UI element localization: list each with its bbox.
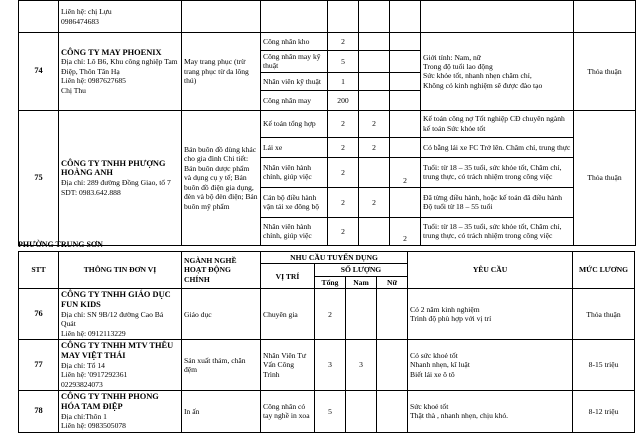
- company-info: CÔNG TY TNHH PHƯỢNG HOÀNG ANH Địa chỉ: 289 đường Đồng Giao, tổ 7 SDT: 0983.642.888: [59, 110, 182, 245]
- position: Nhân viên hành chính, giúp việc: [261, 217, 328, 245]
- qty-total: 5: [328, 51, 359, 73]
- lower-table: [18, 251, 635, 433]
- row-stt: 74: [19, 33, 59, 111]
- company-info: CÔNG TY TNHH PHONG HÓA TAM ĐIỆP Địa chỉ:Thôn 1 Liên hệ: 0983505078: [59, 390, 182, 432]
- upper-table: [18, 0, 636, 246]
- table-row: [19, 289, 635, 340]
- qty-male: [359, 157, 390, 187]
- position: Lái xe: [261, 137, 328, 157]
- header-female: Nữ: [377, 276, 408, 288]
- table-row: [19, 390, 635, 432]
- salary: Thỏa thuận: [573, 289, 635, 340]
- company-name: CÔNG TY TNHH PHƯỢNG HOÀNG ANH: [61, 158, 166, 178]
- qty-female: 2: [390, 157, 421, 187]
- qty-total: 3: [315, 340, 346, 391]
- row-stt: 77: [19, 340, 59, 391]
- position: Công nhân may kỹ thuật: [261, 51, 328, 73]
- qty-total: 5: [315, 390, 346, 432]
- qty-total: 200: [328, 90, 359, 110]
- position: Kế toán tổng hợp: [261, 110, 328, 137]
- header-industry: NGÀNH NGHỀ HOẠT ĐỘNG CHÍNH: [182, 252, 261, 289]
- position: Nhân Viên Tư Vấn Công Trình: [261, 340, 315, 391]
- position: Công nhân kho: [261, 33, 328, 51]
- industry: Bán buôn đồ dùng khác cho gia đình Chi tiết: Bán buôn dược phẩm và dụng cụ y tế; Bán buôn đồ điện gia dụng, đèn và bộ đèn điện; Bán buôn mỹ phẩm: [182, 110, 261, 245]
- position: Công nhân có tay nghề in xoa: [261, 390, 315, 432]
- salary: Thỏa thuận: [574, 110, 636, 245]
- company-name: CÔNG TY TNHH PHONG HÓA TAM ĐIỆP: [61, 392, 159, 411]
- header-salary: MỨC LƯƠNG: [573, 252, 635, 289]
- company-info: CÔNG TY TNHH GIÁO DỤC FUN KIDS Địa chỉ: SN 9B/12 đường Cao Bá Quát Liên hệ: 0912113229: [59, 289, 182, 340]
- table-header: [19, 252, 635, 264]
- position: Cán bộ điều hành vận tải xe đông bộ: [261, 187, 328, 217]
- qty-total: 2: [328, 137, 359, 157]
- position: Nhân viên hành chính, giúp việc: [261, 157, 328, 187]
- qty-total: 2: [328, 187, 359, 217]
- requirements: Có sức khoẻ tốt Nhanh nhẹn, kĩ luật Biết lái xe ô tô: [408, 340, 573, 391]
- qty-male: 3: [346, 340, 377, 391]
- requirements: Tuổi: từ 18 – 35 tuổi, sức khỏe tốt, Chăm chỉ, trung thực, có trách nhiệm trong công việc: [421, 157, 574, 187]
- qty-male: [359, 217, 390, 245]
- company-name: CÔNG TY TNHH GIÁO DỤC FUN KIDS: [61, 290, 171, 310]
- qty-total: 2: [328, 157, 359, 187]
- row-stt: 75: [19, 110, 59, 245]
- requirements: Tuổi: từ 18 – 35 tuổi, sức khỏe tốt, Chăm chỉ, trung thực, có trách nhiệm trong công việc: [421, 217, 574, 245]
- qty-total: 2: [328, 33, 359, 51]
- header-position: VỊ TRÍ: [261, 264, 315, 289]
- top-fragment-contact: Liên hệ: chị Lựu 0986474683: [59, 1, 182, 33]
- header-total: Tổng: [315, 276, 346, 288]
- requirements: Có bằng lái xe FC Trở lên. Chăm chỉ, trung thực: [421, 137, 574, 157]
- header-company: THÔNG TIN ĐƠN VỊ: [59, 252, 182, 289]
- table-row: [19, 33, 636, 51]
- top-fragment-row: [19, 1, 636, 33]
- header-requirements: YÊU CẦU: [408, 252, 573, 289]
- qty-male: 2: [359, 187, 390, 217]
- industry: Giáo dục: [182, 289, 261, 340]
- requirements: Có 2 năm kinh nghiệm Trình độ phù hợp với vị trí: [408, 289, 573, 340]
- ward-title: PHƯỜNG TRUNG SƠN: [18, 240, 103, 249]
- row-stt: 76: [19, 289, 59, 340]
- requirements: Kế toán công nợ Tốt nghiệp CĐ chuyên ngành kế toán Sức khỏe tốt: [421, 110, 574, 137]
- salary: 8-12 triệu: [573, 390, 635, 432]
- position: Công nhân may: [261, 90, 328, 110]
- company-info: CÔNG TY TNHH MTV THÊU MAY VIỆT THÁI Địa chỉ: Tổ 14 Liên hệ: '0917292361 02293824073: [59, 340, 182, 391]
- company-name: CÔNG TY MAY PHOENIX: [61, 47, 162, 57]
- industry: Sản xuất thảm, chăn đệm: [182, 340, 261, 391]
- requirements: Giới tính: Nam, nữ Trong độ tuổi lao động Sức khỏe tốt, nhanh nhẹn chăm chỉ, Không có kinh nghiệm sẽ được đào tạo: [421, 33, 574, 111]
- qty-male: 2: [359, 110, 390, 137]
- qty-total: 2: [328, 110, 359, 137]
- company-info: CÔNG TY MAY PHOENIX Địa chỉ: Lô B6, Khu công nghiệp Tam Điệp, Thôn Tân Hạ Liên hệ: 0987627685 Chị Thu: [59, 33, 182, 111]
- industry: May trang phục (trừ trang phục từ da lông thú): [182, 33, 261, 111]
- header-stt: STT: [19, 252, 59, 289]
- qty-female: 2: [390, 217, 421, 245]
- qty-male: 2: [359, 137, 390, 157]
- qty-total: 1: [328, 72, 359, 90]
- industry: In ấn: [182, 390, 261, 432]
- qty-female: [390, 110, 421, 137]
- header-male: Nam: [346, 276, 377, 288]
- header-needs: NHU CẦU TUYỂN DỤNG: [261, 252, 408, 264]
- salary: Thỏa thuận: [574, 33, 636, 111]
- header-quantity: SỐ LƯỢNG: [315, 264, 408, 276]
- table-row: [19, 110, 636, 137]
- qty-female: [390, 137, 421, 157]
- position: Nhân viên kỹ thuật: [261, 72, 328, 90]
- requirements: Đã từng điều hành, hoặc kế toán đã điều hành Độ tuổi từ 18 – 55 tuổi: [421, 187, 574, 217]
- company-name: CÔNG TY TNHH MTV THÊU MAY VIỆT THÁI: [61, 341, 174, 360]
- salary: 8-15 triệu: [573, 340, 635, 391]
- requirements: Sức khoẻ tốt Thật thà , nhanh nhẹn, chịu khó.: [408, 390, 573, 432]
- qty-total: 2: [328, 217, 359, 245]
- qty-female: [390, 187, 421, 217]
- qty-total: 2: [315, 289, 346, 340]
- position: Chuyên gia: [261, 289, 315, 340]
- row-stt: 78: [19, 390, 59, 432]
- table-row: [19, 340, 635, 391]
